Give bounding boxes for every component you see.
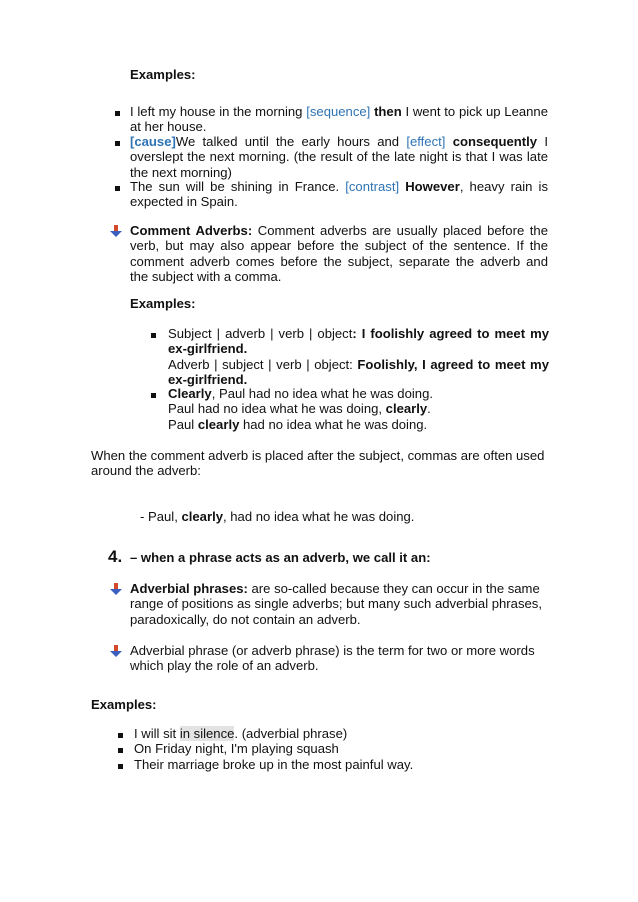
- arrow-bullet-icon: [110, 645, 122, 657]
- bullet-square-icon: [151, 393, 156, 398]
- list-item: [cause]We talked until the early hours and [effect] consequently I overslept the next morning. (the result of the late night is that I was late the next morning): [130, 134, 549, 180]
- list-item: On Friday night, I'm playing squash: [134, 741, 339, 756]
- list-item: Subject | adverb | verb | object: I foolishly agreed to meet my ex-girlfriend. Adverb | subject | verb | object: Foolishly, I agreed to meet my ex-girlfriend.: [168, 326, 550, 387]
- arrow-bullet-icon: [110, 583, 122, 595]
- list-item: Their marriage broke up in the most painful way.: [134, 757, 414, 772]
- bullet-square-icon: [115, 141, 120, 146]
- comment-adverbs-paragraph: Comment Adverbs: Comment adverbs are usually placed before the verb, but may also appear before the subject of the sentence. If the comment adverb comes before the subject, separate the adverb and the subject with a comma.: [130, 223, 548, 284]
- comma-example: - Paul, clearly, had no idea what he was doing.: [140, 509, 415, 524]
- list-item: I left my house in the morning [sequence] then I went to pick up Leanne at her house.: [130, 104, 548, 135]
- list-item: The sun will be shining in France. [contrast] However, heavy rain is expected in Spain.: [130, 179, 548, 210]
- bullet-square-icon: [115, 111, 120, 116]
- bottom-examples-heading: Examples:: [91, 697, 157, 712]
- comment-adverbs-examples-heading: Examples:: [130, 296, 196, 311]
- list-item: Clearly, Paul had no idea what he was doing. Paul had no idea what he was doing, clearly. Paul clearly had no idea what he was doing.: [168, 386, 433, 432]
- comma-note: When the comment adverb is placed after the subject, commas are often used around the adverb:: [91, 448, 545, 479]
- bullet-square-icon: [118, 764, 123, 769]
- section-number: 4.: [108, 547, 123, 566]
- section-title: – when a phrase acts as an adverb, we call it an:: [130, 550, 431, 565]
- adverbial-phrases-paragraph: Adverbial phrases: are so-called because they can occur in the same range of positions as single adverbs; but many such adverbial phrases, paradoxically, do not contain an adverb.: [130, 581, 542, 627]
- bullet-square-icon: [115, 186, 120, 191]
- list-item: I will sit in silence. (adverbial phrase): [134, 726, 348, 741]
- bullet-square-icon: [118, 733, 123, 738]
- top-examples-heading: Examples:: [130, 67, 196, 82]
- comment-adverbs-title: Comment Adverbs:: [130, 223, 253, 238]
- adverbial-phrases-title: Adverbial phrases:: [130, 581, 248, 596]
- bullet-square-icon: [118, 748, 123, 753]
- adverbial-definition: Adverbial phrase (or adverb phrase) is the term for two or more words which play the role of an adverb.: [130, 643, 535, 674]
- highlighted-phrase: in silence: [179, 726, 235, 741]
- bullet-square-icon: [151, 333, 156, 338]
- arrow-bullet-icon: [110, 225, 122, 237]
